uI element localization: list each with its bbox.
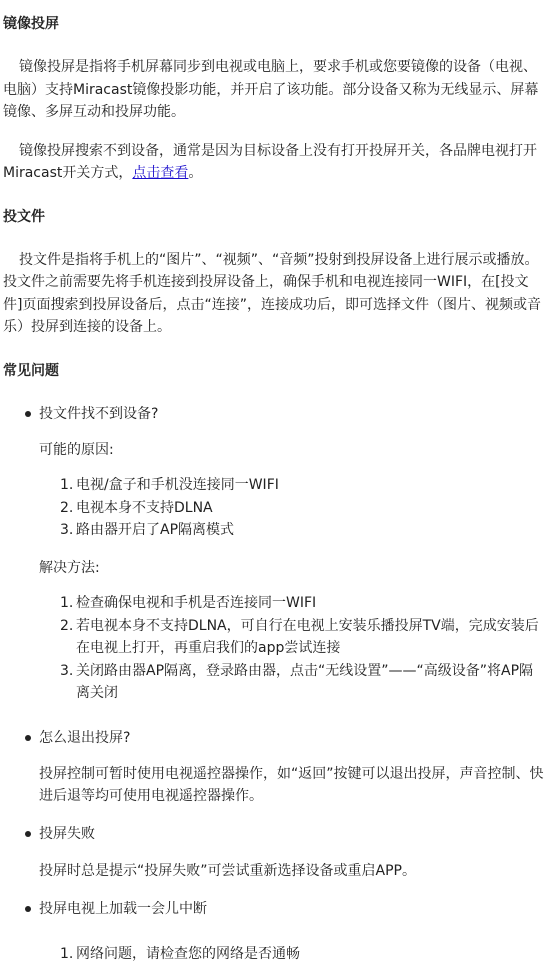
bullet-icon: [25, 411, 31, 417]
faq-question: 投文件找不到设备?: [39, 405, 159, 422]
reasons-list: [39, 474, 544, 542]
faq-question: 怎么退出投屏?: [39, 729, 131, 746]
list-number: 2.: [60, 617, 74, 634]
list-item-text: 电视本身不支持DLNA: [76, 499, 213, 516]
list-number: 3.: [60, 662, 74, 679]
mirror-paragraph-2-text: 镜像投屏搜索不到设备，通常是因为目标设备上没有打开投屏开关，各品牌电视打开Miracast开关方式，: [3, 142, 537, 181]
reasons-label: 可能的原因:: [39, 441, 114, 458]
faq-answer: 投屏控制可暂时使用电视遥控器操作，如“返回”按键可以退出投屏，声音控制、快进后退等均可使用电视遥控器操作。: [39, 765, 544, 804]
cast-file-paragraph: 投文件是指将手机上的“图片”、“视频”、“音频”投射到投屏设备上进行展示或播放。投文件之前需要先将手机连接到投屏设备上，确保手机和电视连接同一WIFI，在[投文件]页面搜索到投屏设备后，点击“连接”，连接成功后，即可选择文件（图片、视频或音乐）投屏到连接的设备上。: [3, 251, 541, 335]
list-item-text: 关闭路由器AP隔离，登录路由器，点击“无线设置”——“高级设备”将AP隔离关闭: [76, 662, 534, 701]
list-item-text: 电视/盒子和手机没连接同一WIFI: [76, 477, 279, 493]
section-title-mirror: 镜像投屏: [3, 16, 59, 32]
list-item: [60, 660, 544, 705]
solutions-label: 解决方法:: [39, 559, 100, 576]
faq-question: 投屏电视上加载一会儿中断: [39, 901, 207, 917]
list-item: [60, 592, 544, 615]
list-item-text: 若电视本身不支持DLNA，可自行在电视上安装乐播投屏TV端，完成安装后在电视上打开，再重启我们的app尝试连接: [76, 617, 539, 656]
faq-list: [3, 403, 544, 966]
interrupt-list: [39, 943, 544, 966]
list-item-text: 检查确保电视和手机是否连接同一WIFI: [76, 595, 317, 611]
list-item: [60, 615, 544, 660]
list-item-text: 路由器开启了AP隔离模式: [76, 522, 235, 538]
faq-item-load-interrupt: [3, 898, 544, 966]
list-number: 2.: [60, 499, 74, 516]
section-title-cast-file: 投文件: [3, 208, 45, 225]
bullet-icon: [25, 906, 31, 912]
faq-question: 投屏失败: [39, 825, 95, 842]
list-item: [60, 943, 544, 966]
list-item: [60, 497, 544, 520]
list-item-text: 网络问题，请检查您的网络是否通畅: [76, 946, 300, 962]
section-title-faq: 常见问题: [3, 362, 59, 379]
list-number: 1.: [60, 477, 74, 493]
faq-item-cast-failed: [3, 823, 544, 883]
mirror-paragraph-1: 镜像投屏是指将手机屏幕同步到电视或电脑上，要求手机或您要镜像的设备（电视、电脑）支持Miracast镜像投影功能，并开启了该功能。部分设备又称为无线显示、屏幕镜像、多屏互动和投屏功能。: [3, 59, 539, 120]
list-number: 3.: [60, 522, 74, 538]
mirror-paragraph-2: [3, 140, 544, 185]
list-item: [60, 519, 544, 542]
solutions-list: [39, 592, 544, 705]
bullet-icon: [25, 735, 31, 741]
mirror-paragraph-2-end: 。: [188, 165, 203, 181]
list-number: 1.: [60, 595, 74, 611]
bullet-icon: [25, 831, 31, 837]
faq-item-no-device: [3, 403, 544, 705]
faq-answer: 投屏时总是提示“投屏失败”可尝试重新选择设备或重启APP。: [39, 862, 416, 879]
faq-item-exit-cast: [3, 727, 544, 808]
list-number: 1.: [60, 946, 74, 962]
view-miracast-link[interactable]: 点击查看: [132, 165, 189, 181]
list-item: [60, 474, 544, 497]
